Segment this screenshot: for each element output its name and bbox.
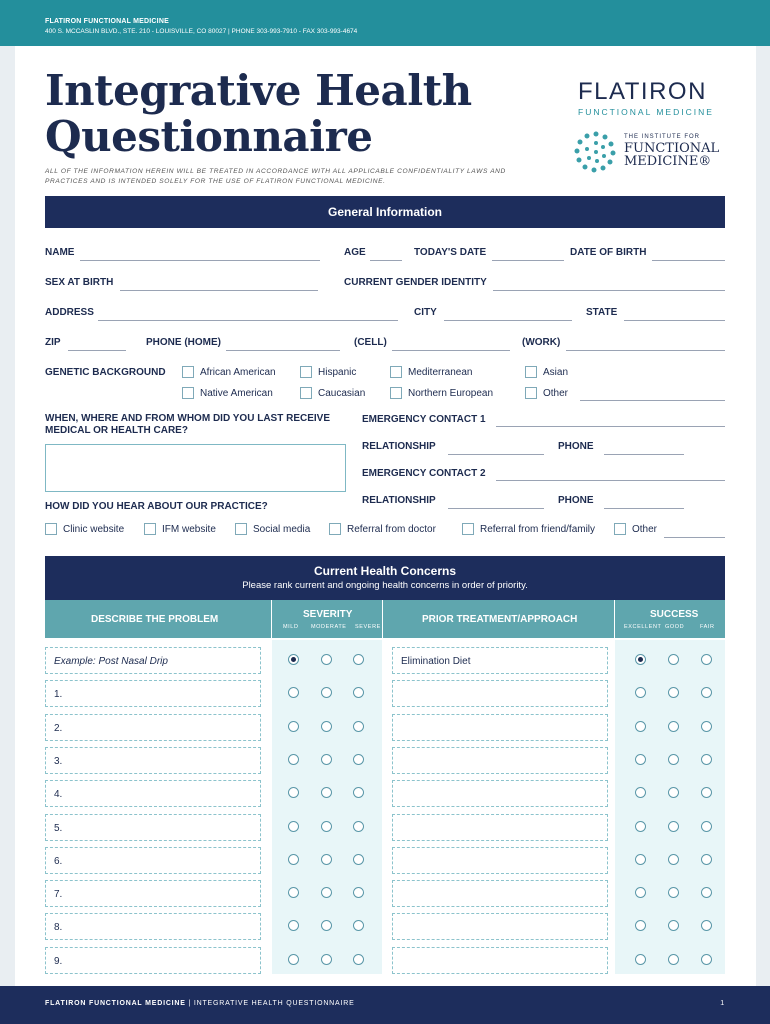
age-field[interactable] [370, 260, 402, 261]
ifm-functional: FUNCTIONAL [624, 141, 720, 156]
checkbox-african-american[interactable] [182, 366, 194, 378]
problem-cell[interactable]: 1. [45, 680, 261, 707]
treatment-cell[interactable] [392, 814, 608, 841]
emergency1-field[interactable] [496, 426, 725, 427]
problem-cell[interactable]: 8. [45, 913, 261, 940]
name-label: NAME [45, 247, 75, 258]
ifm-logo [572, 128, 732, 178]
address-field[interactable] [98, 320, 398, 321]
clinic-website-label: Clinic website [63, 524, 125, 535]
severity-radio[interactable] [288, 721, 299, 732]
city-field[interactable] [444, 320, 572, 321]
success-radio[interactable] [635, 821, 646, 832]
col-problem-header [45, 600, 271, 638]
severity-radio[interactable] [288, 821, 299, 832]
severity-radio[interactable] [288, 654, 299, 665]
problem-cell[interactable]: 6. [45, 847, 261, 874]
severity-radio[interactable] [288, 754, 299, 765]
severity-radio[interactable] [321, 954, 332, 965]
severity-radio[interactable] [321, 754, 332, 765]
concerns-heading: Current Health Concerns [313, 564, 457, 578]
footer-divider: | [188, 1000, 194, 1007]
work-field[interactable] [566, 350, 725, 351]
col-treatment-label: PRIOR TREATMENT/APPROACH [422, 614, 578, 625]
native-american-label: Native American [200, 388, 273, 399]
severity-radio[interactable] [288, 954, 299, 965]
success-good-label: GOOD [665, 624, 685, 630]
phone-home-field[interactable] [226, 350, 340, 351]
age-label: AGE [344, 247, 366, 258]
treatment-cell[interactable] [392, 913, 608, 940]
caucasian-label: Caucasian [318, 388, 366, 399]
success-radio[interactable] [635, 854, 646, 865]
treatment-cell[interactable] [392, 714, 608, 741]
severity-severe-label: SEVERE [355, 624, 381, 630]
footer-doc-title: INTEGRATIVE HEALTH QUESTIONNAIRE [193, 1000, 355, 1007]
checkbox-clinic-website[interactable] [45, 523, 57, 535]
checkbox-ifm-website[interactable] [144, 523, 156, 535]
phone1-label: PHONE [558, 441, 594, 452]
phone-home-label: PHONE (HOME) [146, 337, 221, 348]
hispanic-label: Hispanic [318, 367, 357, 378]
treatment-cell[interactable] [392, 847, 608, 874]
phone1-field[interactable] [604, 454, 684, 455]
problem-cell[interactable]: 7. [45, 880, 261, 907]
concerns-heading-bar [45, 556, 725, 600]
name-field[interactable] [80, 260, 320, 261]
success-radio[interactable] [668, 654, 679, 665]
relationship2-label: RELATIONSHIP [362, 495, 436, 506]
col-severity-label: SEVERITY [303, 609, 353, 620]
severity-radio[interactable] [321, 654, 332, 665]
severity-radio[interactable] [353, 821, 364, 832]
concerns-subheading: Please rank current and ongoing health concerns in order of priority. [242, 580, 528, 591]
ifm-line-1: THE INSTITUTE FOR [624, 134, 700, 140]
success-radio[interactable] [701, 754, 712, 765]
col-success-label: SUCCESS [650, 609, 699, 620]
page-title [45, 68, 472, 160]
hear-other-label: Other [632, 524, 658, 535]
success-radio[interactable] [668, 721, 679, 732]
phone2-field[interactable] [604, 508, 684, 509]
dob-field[interactable] [652, 260, 725, 261]
top-banner [0, 0, 770, 46]
todays-date-label: TODAY'S DATE [414, 247, 487, 258]
treatment-cell[interactable]: Elimination Diet [392, 647, 608, 674]
cell-label: (CELL) [354, 337, 387, 348]
severity-radio[interactable] [353, 654, 364, 665]
mediterranean-label: Mediterranean [408, 367, 473, 378]
genetic-other-label: Other [543, 388, 569, 399]
treatment-cell[interactable] [392, 747, 608, 774]
col-success-header [615, 600, 725, 638]
success-radio[interactable] [701, 654, 712, 665]
success-radio[interactable] [701, 821, 712, 832]
address-label: ADDRESS [45, 307, 94, 318]
checkbox-referral-friend[interactable] [462, 523, 474, 535]
severity-radio[interactable] [288, 854, 299, 865]
checkbox-caucasian[interactable] [300, 387, 312, 399]
severity-mild-label: MILD [283, 624, 299, 630]
work-label: (WORK) [522, 337, 561, 348]
checkbox-native-american[interactable] [182, 387, 194, 399]
ifm-emblem-icon [572, 128, 620, 176]
ifm-medicine: MEDICINE® [624, 154, 712, 169]
success-radio[interactable] [701, 721, 712, 732]
success-radio[interactable] [668, 854, 679, 865]
asian-label: Asian [543, 367, 569, 378]
success-radio[interactable] [668, 754, 679, 765]
todays-date-field[interactable] [492, 260, 564, 261]
footer-bar [0, 986, 770, 1024]
confidentiality-note: ALL OF THE INFORMATION HEREIN WILL BE TREATED IN ACCORDANCE WITH ALL APPLICABLE CONFIDENTIALITY LAWS AND PRACTICES AND IS INTENDED SOLELY FOR THE USE OF FLATIRON FUNCTIONAL MEDICINE. [45, 168, 506, 185]
genetic-other-field[interactable] [580, 400, 725, 401]
checkbox-referral-doctor[interactable] [329, 523, 341, 535]
problem-cell[interactable]: 5. [45, 814, 261, 841]
general-info-heading: General Information [45, 196, 725, 228]
problem-cell[interactable]: 2. [45, 714, 261, 741]
relationship1-label: RELATIONSHIP [362, 441, 436, 452]
zip-label: ZIP [45, 337, 61, 348]
checkbox-northern-european[interactable] [390, 387, 402, 399]
ifm-website-label: IFM website [162, 524, 216, 535]
cell-field[interactable] [392, 350, 510, 351]
gender-field[interactable] [493, 290, 725, 291]
success-radio[interactable] [635, 721, 646, 732]
severity-radio[interactable] [321, 821, 332, 832]
severity-moderate-label: MODERATE [311, 624, 347, 630]
zip-field[interactable] [68, 350, 126, 351]
relationship2-field[interactable] [448, 508, 544, 509]
relationship1-field[interactable] [448, 454, 544, 455]
success-radio[interactable] [635, 654, 646, 665]
success-radio[interactable] [701, 954, 712, 965]
checkbox-asian[interactable] [525, 366, 537, 378]
checkbox-hispanic[interactable] [300, 366, 312, 378]
title-line-1: Integrative Health [45, 66, 472, 115]
emergency2-field[interactable] [496, 480, 725, 481]
hear-other-field[interactable] [664, 537, 725, 538]
northern-european-label: Northern European [408, 388, 494, 399]
severity-radio[interactable] [321, 854, 332, 865]
brand-subtitle: FUNCTIONAL MEDICINE [578, 107, 714, 117]
treatment-cell[interactable] [392, 780, 608, 807]
severity-radio[interactable] [353, 754, 364, 765]
dob-label: DATE OF BIRTH [570, 247, 647, 258]
last-care-textarea[interactable] [45, 444, 346, 492]
success-radio[interactable] [635, 954, 646, 965]
checkbox-social-media[interactable] [235, 523, 247, 535]
state-field[interactable] [624, 320, 725, 321]
col-problem-label: DESCRIBE THE PROBLEM [91, 614, 219, 625]
problem-cell[interactable]: Example: Post Nasal Drip [45, 647, 261, 674]
problem-cell[interactable]: 4. [45, 780, 261, 807]
genetic-label: GENETIC BACKGROUND [45, 367, 166, 378]
treatment-cell[interactable] [392, 680, 608, 707]
last-care-line-2: MEDICAL OR HEALTH CARE? [45, 425, 188, 436]
checkbox-mediterranean[interactable] [390, 366, 402, 378]
emergency2-label: EMERGENCY CONTACT 2 [362, 468, 486, 479]
state-label: STATE [586, 307, 618, 318]
severity-radio[interactable] [353, 721, 364, 732]
problem-cell[interactable]: 9. [45, 947, 261, 974]
title-line-2: Questionnaire [45, 112, 373, 161]
company-name: FLATIRON FUNCTIONAL MEDICINE [45, 18, 169, 25]
page-number: 1 [720, 1000, 725, 1007]
severity-radio[interactable] [353, 954, 364, 965]
success-radio[interactable] [635, 754, 646, 765]
success-radio[interactable] [668, 821, 679, 832]
severity-radio[interactable] [321, 721, 332, 732]
col-treatment-header [383, 600, 614, 638]
success-excellent-label: EXCELLENT [624, 624, 662, 630]
sex-label: SEX AT BIRTH [45, 277, 114, 288]
social-media-label: Social media [253, 524, 311, 535]
checkbox-hear-other[interactable] [614, 523, 626, 535]
success-radio[interactable] [701, 854, 712, 865]
emergency1-label: EMERGENCY CONTACT 1 [362, 414, 486, 425]
col-severity-header [272, 600, 382, 638]
referral-doctor-label: Referral from doctor [347, 524, 436, 535]
city-label: CITY [414, 307, 437, 318]
referral-friend-label: Referral from friend/family [480, 524, 596, 535]
checkbox-genetic-other[interactable] [525, 387, 537, 399]
company-address: 400 S. MCCASLIN BLVD., STE. 210 - LOUISVILLE, CO 80027 | PHONE 303-993-7910 - FAX 303-993-4674 [45, 28, 358, 35]
last-care-line-1: WHEN, WHERE AND FROM WHOM DID YOU LAST RECEIVE [45, 413, 330, 424]
phone2-label: PHONE [558, 495, 594, 506]
flatiron-logo [578, 78, 714, 117]
success-fair-label: FAIR [700, 624, 715, 630]
ifm-line-2 [624, 142, 719, 168]
gender-label: CURRENT GENDER IDENTITY [344, 277, 487, 288]
sex-field[interactable] [120, 290, 318, 291]
brand-name: FLATIRON [578, 78, 707, 105]
treatment-cell[interactable] [392, 947, 608, 974]
african-american-label: African American [200, 367, 276, 378]
success-radio[interactable] [668, 954, 679, 965]
footer-company: FLATIRON FUNCTIONAL MEDICINE [45, 1000, 186, 1007]
severity-radio[interactable] [353, 854, 364, 865]
hear-label: HOW DID YOU HEAR ABOUT OUR PRACTICE? [45, 501, 268, 512]
treatment-cell[interactable] [392, 880, 608, 907]
problem-cell[interactable]: 3. [45, 747, 261, 774]
last-care-label [45, 413, 330, 437]
